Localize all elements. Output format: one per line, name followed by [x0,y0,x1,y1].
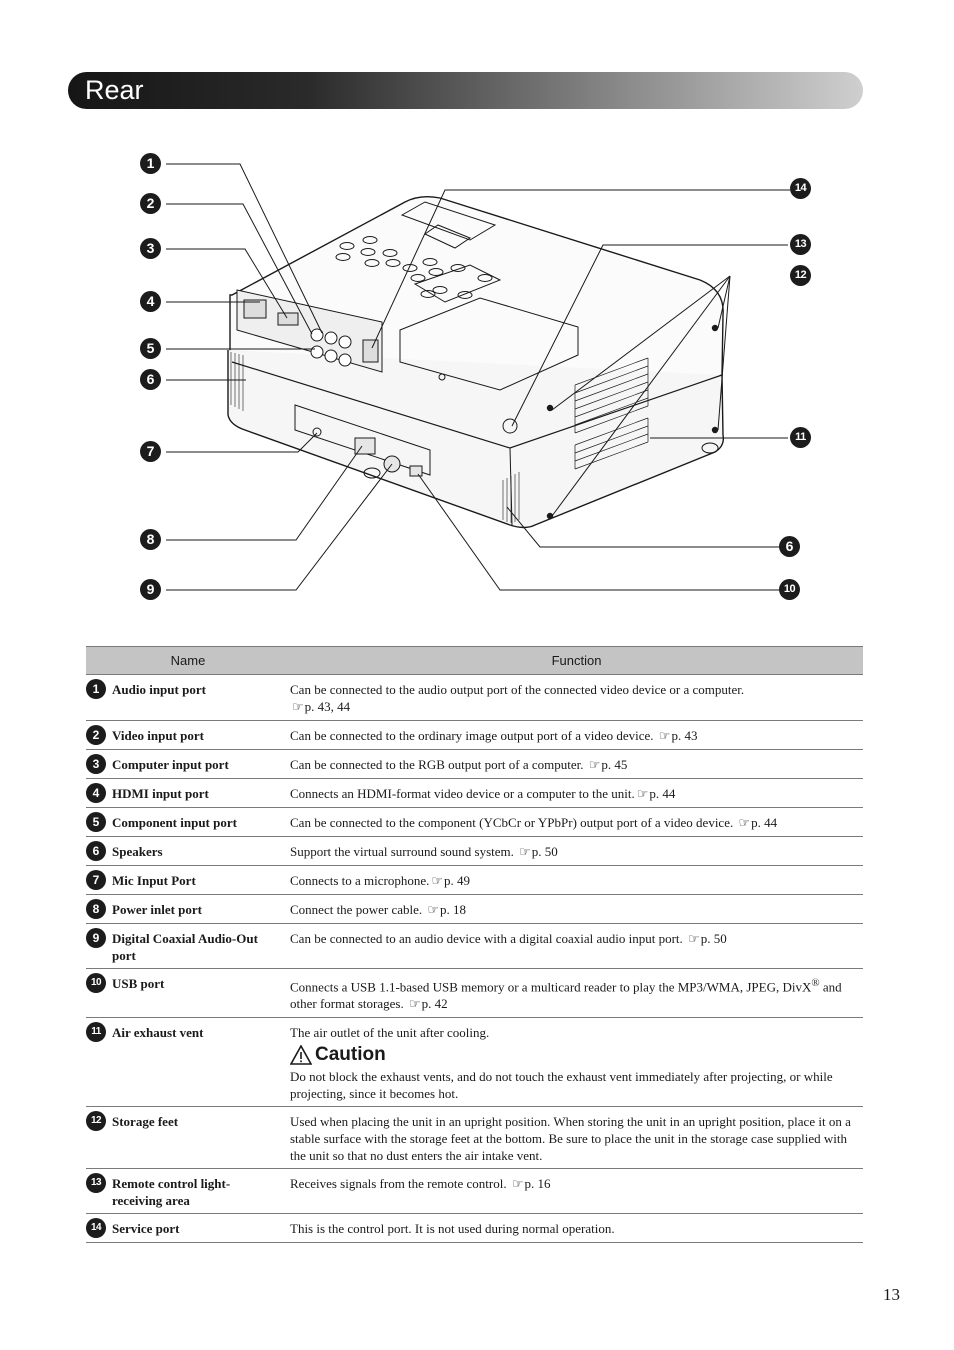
part-name: Video input port [112,728,204,743]
caution-heading [290,1044,859,1066]
part-name: Speakers [112,844,163,859]
table-row [86,969,863,1018]
part-name: Computer input port [112,757,229,772]
page-reference: p. 42 [421,996,448,1012]
column-header-name: Name [86,647,290,675]
page-reference-icon: ☞ [292,700,304,715]
part-function: Connects to a microphone. [290,873,430,888]
page-reference-icon: ☞ [431,874,444,889]
table-row [86,675,863,721]
row-number-badge: 11 [86,1022,106,1042]
part-name: Remote control light-receiving area [112,1176,231,1209]
row-number-badge: 3 [86,754,106,774]
table-row [86,808,863,837]
part-function: The air outlet of the unit after cooling. [290,1025,490,1041]
row-number-badge: 6 [86,841,106,861]
callout-14: 14 [790,178,811,199]
page-reference-icon: ☞ [636,787,649,802]
table-row [86,779,863,808]
callout-5: 5 [140,338,161,359]
part-name: Mic Input Port [112,873,196,888]
table-row [86,866,863,895]
part-name: Component input port [112,815,237,830]
part-function: Receives signals from the remote control. [290,1176,507,1192]
table-header-row [86,647,863,675]
part-function: Used when placing the unit in an upright position. When storing the unit in an upright position, place it on a stable surface with the storage feet at the bottom. Be sure to place the unit in the storage case supplied with the unit so that no dust enters the air intake vent. [290,1114,851,1164]
row-number-badge: 1 [86,679,106,699]
registered-mark: ® [811,977,820,989]
callout-6-left: 6 [140,369,161,390]
row-number-badge: 9 [86,928,106,948]
page-number: 13 [883,1285,900,1304]
part-function: Connect the power cable. [290,902,423,917]
part-name: Service port [112,1221,180,1237]
part-function: This is the control port. It is not used during normal operation. [290,1221,615,1237]
table-row [86,1107,863,1169]
page-reference: p. 18 [440,902,467,917]
row-number-badge: 2 [86,725,106,745]
row-number-badge: 13 [86,1173,106,1193]
part-function: Connects an HDMI-format video device or a computer to the unit. [290,786,635,801]
part-name: Power inlet port [112,902,203,917]
page-reference: p. 43 [671,728,698,743]
parts-table [86,646,863,1243]
page-reference-icon: ☞ [658,729,671,744]
part-function: Can be connected to the ordinary image output port of a video device. [290,728,654,743]
row-number-badge: 8 [86,899,106,919]
part-function: Can be connected to the RGB output port of a computer. [290,757,584,772]
table-row [86,837,863,866]
callout-12: 12 [790,265,811,286]
part-name: Air exhaust vent [112,1025,204,1041]
callout-8: 8 [140,529,161,550]
table-row [86,1018,863,1107]
table-row [86,750,863,779]
callout-3: 3 [140,238,161,259]
callout-13: 13 [790,234,811,255]
part-function: Can be connected to an audio device with a digital coaxial audio input port. [290,931,683,946]
projector-rear-figure [0,130,954,630]
part-function: Can be connected to the component (YCbCr or YPbPr) output port of a video device. [290,815,734,830]
page-reference-icon: ☞ [427,903,440,918]
part-name: Storage feet [112,1114,179,1130]
page-reference: p. 43, 44 [304,699,351,714]
page-reference-icon: ☞ [688,932,700,947]
part-function: Support the virtual surround sound system. [290,844,514,859]
part-name: USB port [112,976,165,991]
caution-text: Do not block the exhaust vents, and do not touch the exhaust vent immediately after projecting, or while projecting, since it becomes hot. [290,1069,833,1102]
caution-title: Caution [315,1044,386,1066]
part-function: Can be connected to the audio output port of the connected video device or a computer. [290,682,745,697]
row-number-badge: 4 [86,783,106,803]
page-reference: p. 45 [601,757,628,772]
page-reference-icon: ☞ [738,816,751,831]
row-number-badge: 7 [86,870,106,890]
callout-1: 1 [140,153,161,174]
page-reference: p. 44 [751,815,778,830]
table-row [86,1169,863,1214]
warning-icon [290,1045,312,1065]
page-reference-icon: ☞ [408,997,421,1013]
page-reference: p. 16 [524,1176,551,1192]
table-row [86,1214,863,1243]
row-number-badge: 14 [86,1218,106,1238]
callout-7: 7 [140,441,161,462]
table-row [86,721,863,750]
column-header-function: Function [290,647,863,675]
table-row [86,924,863,969]
table-row [86,895,863,924]
row-number-badge: 10 [86,973,106,993]
part-name: Audio input port [112,682,206,697]
part-function: Connects a USB 1.1-based USB memory or a multicard reader to play the MP3/WMA, JPEG, DivX [290,979,812,995]
page-reference: p. 44 [649,786,676,801]
callout-2: 2 [140,193,161,214]
row-number-badge: 5 [86,812,106,832]
page-reference-icon: ☞ [511,1177,524,1193]
callout-10: 10 [779,579,800,600]
page-reference-icon: ☞ [519,845,531,860]
callout-11: 11 [790,427,811,448]
callout-9: 9 [140,579,161,600]
row-number-badge: 12 [86,1111,106,1131]
page-reference: p. 49 [444,873,471,888]
part-function-cont: and other format storages. [290,979,842,1012]
page-reference: p. 50 [700,931,727,946]
page-reference: p. 50 [531,844,558,859]
section-banner [68,72,863,109]
callout-6-right: 6 [779,536,800,557]
part-name: Digital Coaxial Audio-Out port [112,931,258,963]
callout-4: 4 [140,291,161,312]
section-title: Rear [85,75,144,105]
page-reference-icon: ☞ [588,758,601,773]
part-name: HDMI input port [112,786,209,801]
